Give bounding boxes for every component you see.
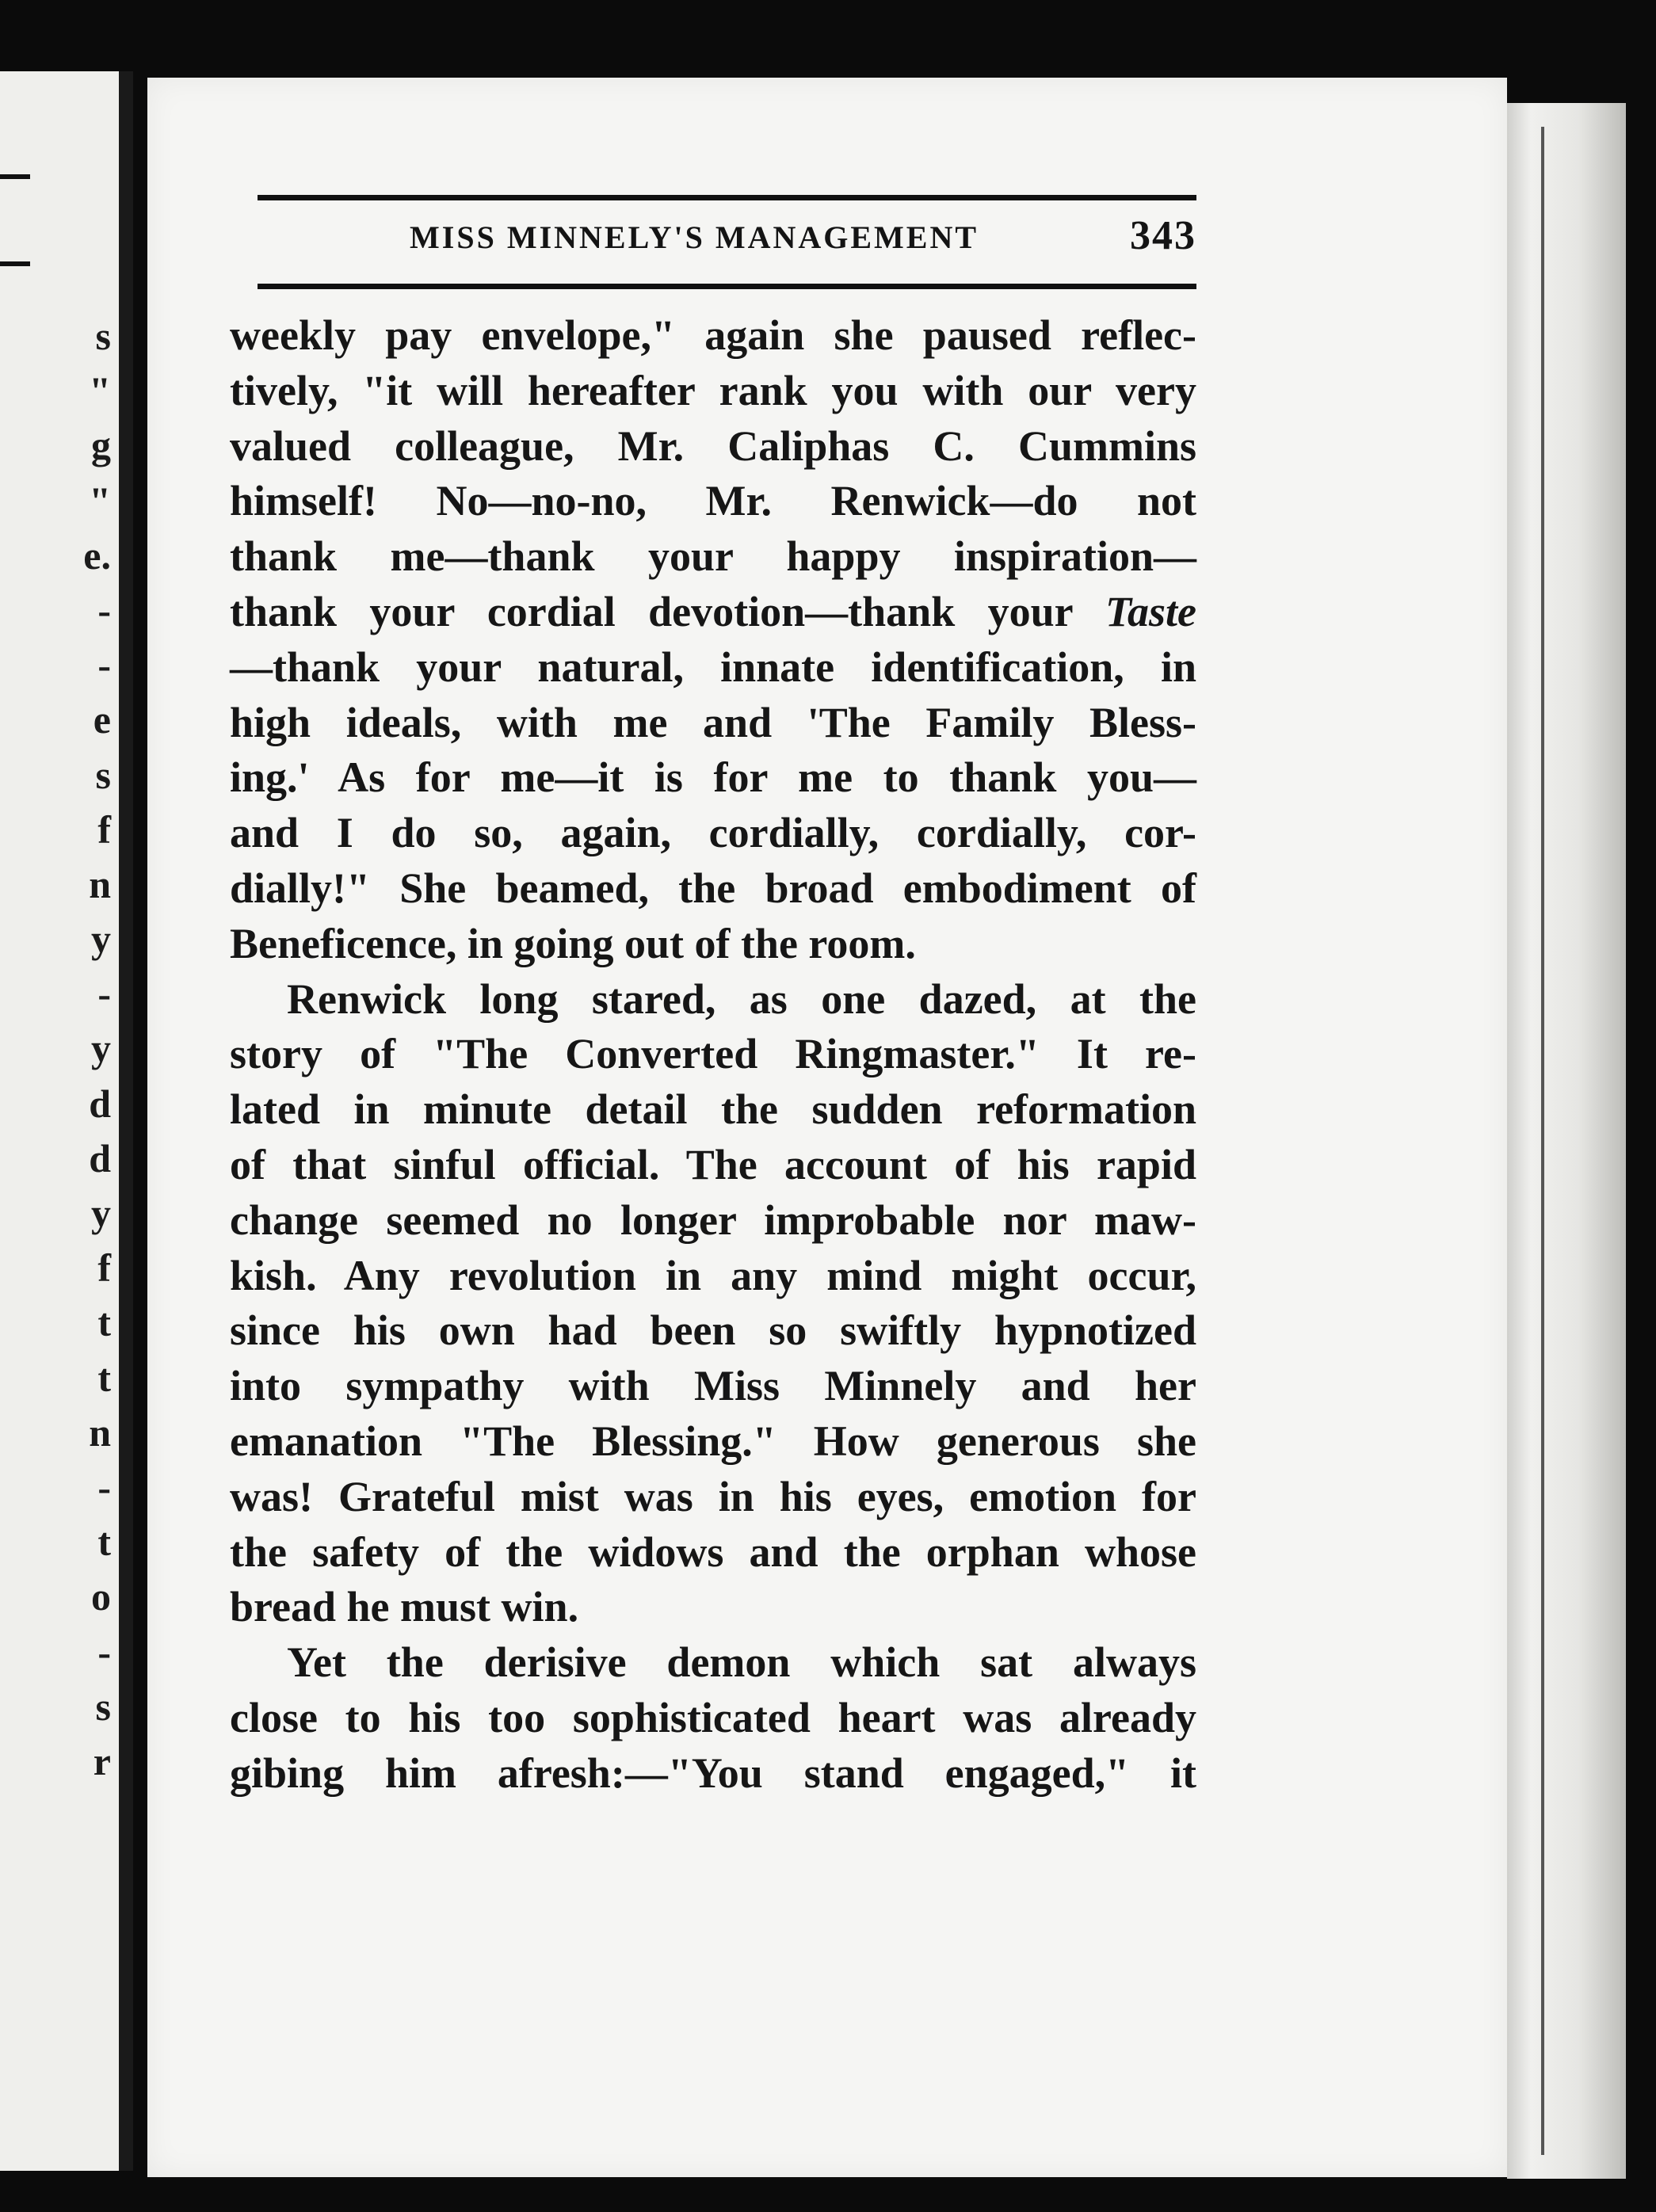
text-line: change seemed no longer improbable nor maw- bbox=[230, 1196, 1196, 1244]
page-stack-edge bbox=[1507, 103, 1626, 2179]
page-number: 343 bbox=[1130, 213, 1196, 258]
facing-page-fragment: y bbox=[91, 917, 111, 962]
facing-page-fragment: n bbox=[89, 861, 111, 906]
header-bottom-rule bbox=[258, 284, 1196, 289]
facing-page-rule bbox=[0, 174, 30, 179]
text-line: Beneficence, in going out of the room. bbox=[230, 919, 916, 967]
facing-page-fragment: e. bbox=[83, 532, 111, 578]
facing-page-fragment: y bbox=[91, 1191, 111, 1235]
facing-page-fragment: y bbox=[91, 1026, 111, 1071]
facing-page-fragment: - bbox=[97, 1464, 111, 1509]
facing-page-fragment: d bbox=[89, 1081, 111, 1126]
text-line: weekly pay envelope," again she paused reflec- bbox=[230, 311, 1196, 359]
text-line: thank me—thank your happy inspiration— bbox=[230, 532, 1196, 581]
text-line: kish. Any revolution in any mind might occur, bbox=[230, 1251, 1196, 1299]
text-line: emanation "The Blessing." How generous she bbox=[230, 1417, 1196, 1465]
facing-page-fragment: s bbox=[95, 752, 111, 797]
facing-page-fragment: t bbox=[97, 1520, 111, 1565]
facing-page-fragment: " bbox=[89, 368, 111, 414]
text-line: tively, "it will hereafter rank you with our very bbox=[230, 366, 1196, 414]
text-line: was! Grateful mist was in his eyes, emotion for bbox=[230, 1472, 1196, 1520]
text-line: the safety of the widows and the orphan whose bbox=[230, 1527, 1196, 1576]
facing-page-fragment: o bbox=[91, 1574, 111, 1619]
text-line: and I do so, again, cordially, cordially, cor- bbox=[230, 809, 1196, 857]
text-line: into sympathy with Miss Minnely and her bbox=[230, 1362, 1196, 1410]
text-line: high ideals, with me and 'The Family Bless- bbox=[230, 698, 1196, 746]
facing-page-fragment: t bbox=[97, 1300, 111, 1345]
running-head bbox=[258, 212, 1196, 268]
text-line: Renwick long stared, as one dazed, at the bbox=[287, 974, 1196, 1023]
facing-page-edge bbox=[0, 71, 133, 2171]
text-line: close to his too sophisticated heart was already bbox=[230, 1694, 1196, 1741]
facing-page-fragment: f bbox=[97, 807, 111, 852]
text-line: gibing him afresh:—"You stand engaged," it bbox=[230, 1749, 1196, 1797]
facing-page-fragment: n bbox=[89, 1409, 111, 1455]
facing-page-fragment: r bbox=[93, 1738, 111, 1783]
facing-page-fragment: - bbox=[97, 643, 111, 688]
facing-page-fragment: d bbox=[89, 1135, 111, 1180]
facing-page-fragment: - bbox=[97, 971, 111, 1016]
facing-page-text-fragments bbox=[83, 309, 111, 1789]
facing-page-fragment: s bbox=[95, 1684, 111, 1729]
facing-page-fragment: - bbox=[97, 1629, 111, 1674]
text-line: of that sinful official. The account of his rapid bbox=[230, 1141, 1196, 1188]
facing-page-rule bbox=[0, 261, 30, 266]
text-line: lated in minute detail the sudden reformation bbox=[230, 1085, 1196, 1134]
facing-page-fragment: - bbox=[97, 587, 111, 632]
text-line: since his own had been so swiftly hypnotized bbox=[230, 1306, 1196, 1355]
facing-page-fragment: e bbox=[93, 697, 111, 742]
text-line: himself! No—no-no, Mr. Renwick—do not bbox=[230, 477, 1196, 525]
text-line: bread he must win. bbox=[230, 1583, 579, 1631]
facing-page-fragment: f bbox=[97, 1245, 111, 1291]
facing-page-fragment: t bbox=[97, 1355, 111, 1400]
facing-page-fragment: s bbox=[95, 314, 111, 358]
page-stack-shadow bbox=[1541, 127, 1544, 2155]
text-line: —thank your natural, innate identification, in bbox=[230, 643, 1196, 691]
text-line: valued colleague, Mr. Caliphas C. Cummins bbox=[230, 421, 1196, 470]
running-head-title: MISS MINNELY'S MANAGEMENT bbox=[410, 219, 979, 255]
facing-page-fragment: " bbox=[89, 478, 111, 523]
facing-page-fragment: g bbox=[91, 423, 111, 468]
text-line: thank your cordial devotion—thank your Taste bbox=[230, 588, 1196, 635]
text-line: dially!" She beamed, the broad embodiment of bbox=[230, 864, 1196, 912]
emphasis-word: Taste bbox=[1105, 588, 1196, 635]
text-line: ing.' As for me—it is for me to thank you— bbox=[230, 753, 1196, 802]
header-top-rule bbox=[258, 195, 1196, 200]
text-line: Yet the derisive demon which sat always bbox=[287, 1638, 1196, 1687]
text-line: story of "The Converted Ringmaster." It re- bbox=[230, 1030, 1196, 1078]
